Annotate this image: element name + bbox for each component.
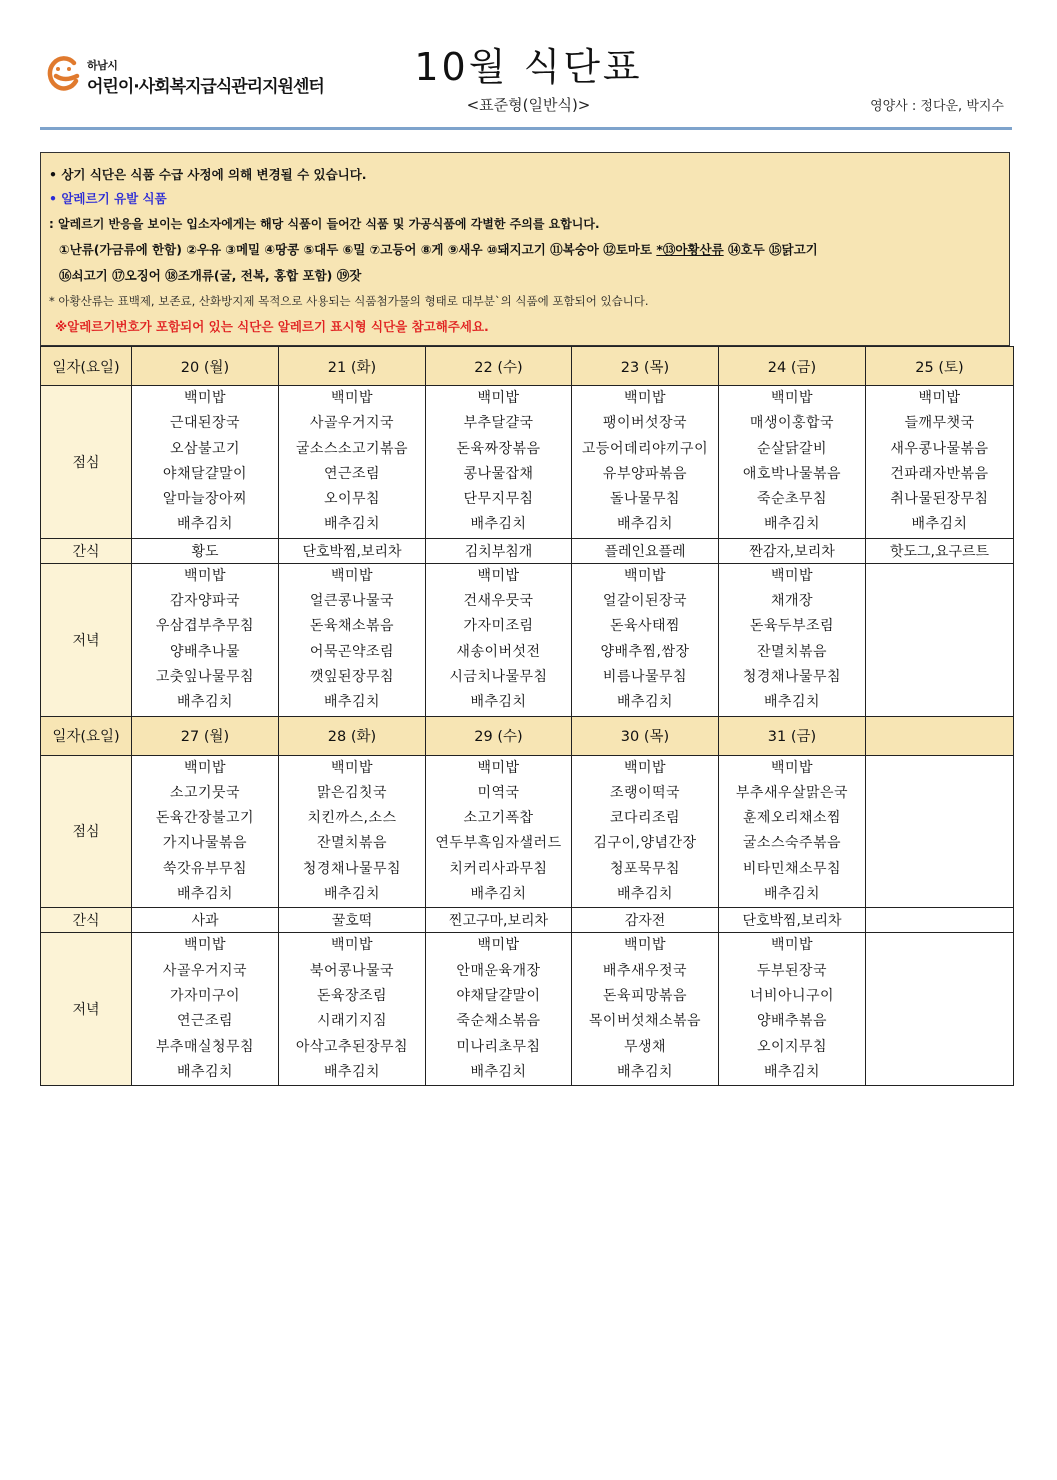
menu-dish: 배추김치	[763, 1063, 821, 1080]
allergen-sulfite: *⑬아황산류	[656, 242, 724, 257]
menu-dish: 순살닭갈비	[756, 440, 828, 457]
snack-label: 간식	[41, 538, 132, 563]
menu-dish: 가지나물볶음	[162, 835, 248, 852]
menu-dish: 백미밥	[477, 759, 520, 776]
menu-dish: 비타민채소무침	[742, 860, 842, 877]
snack-cell: 꿀호떡	[279, 908, 426, 933]
menu-dish: 유부양파볶음	[602, 465, 688, 482]
dinner-cell	[572, 933, 719, 1086]
notice-change-line: • 상기 식단은 식품 수급 사정에 의해 변경될 수 있습니다.	[49, 167, 367, 182]
lunch-cell	[866, 386, 1014, 539]
lunch-cell	[132, 755, 279, 908]
menu-dish: 목이버섯채소볶음	[588, 1013, 702, 1030]
menu-dish: 고등어데리야끼구이	[581, 440, 709, 457]
lunch-cell	[279, 386, 426, 539]
menu-dish: 잔멸치볶음	[756, 643, 828, 660]
menu-dish: 오이무침	[323, 491, 381, 508]
lunch-row	[41, 755, 1014, 908]
menu-dish: 배추김치	[323, 516, 381, 533]
menu-dish: 치킨까스,소스	[307, 810, 397, 827]
menu-dish: 백미밥	[770, 759, 814, 776]
menu-dish: 단무지무침	[463, 491, 534, 508]
menu-dish: 백미밥	[330, 567, 374, 584]
menu-dish: 소고기뭇국	[169, 784, 241, 801]
menu-dish: 얼큰콩나물국	[309, 593, 395, 610]
menu-dish: 배추김치	[323, 1063, 381, 1080]
menu-dish: 백미밥	[477, 567, 520, 584]
menu-dish: 무생채	[623, 1038, 667, 1055]
page-title: 10월 식단표	[414, 45, 643, 89]
menu-dish: 안매운육개장	[456, 962, 541, 979]
menu-dish: 취나물된장무침	[890, 491, 989, 508]
menu-dish: 감자양파국	[169, 593, 241, 610]
menu-dish: 배추김치	[176, 516, 234, 533]
page-subtitle: <표준형(일반식)>	[466, 96, 591, 114]
snack-cell: 단호박찜,보리차	[719, 908, 866, 933]
snack-cell: 찐고구마,보리차	[426, 908, 572, 933]
snack-cell: 감자전	[572, 908, 719, 933]
menu-dish: 고춧잎나물무침	[155, 668, 255, 685]
day-header: 28 (화)	[279, 716, 426, 755]
menu-dish: 시래기지짐	[316, 1013, 388, 1030]
menu-dish: 청경채나물무침	[302, 860, 402, 877]
lunch-label: 점심	[41, 755, 132, 908]
day-header: 30 (목)	[572, 716, 719, 755]
menu-dish: 사골우거지국	[162, 962, 248, 979]
menu-dish: 백미밥	[183, 390, 227, 406]
dinner-cell	[132, 563, 279, 716]
menu-dish: 알마늘장아찌	[162, 491, 248, 508]
menu-dish: 백미밥	[623, 390, 667, 406]
menu-dish: 배추김치	[616, 886, 674, 903]
menu-dish: 배추김치	[470, 886, 527, 903]
menu-dish: 맑은김칫국	[316, 784, 388, 801]
menu-dish: 돈육사태찜	[609, 618, 681, 635]
menu-dish: 양배추나물	[169, 643, 241, 660]
lunch-cell	[572, 386, 719, 539]
menu-dish: 콩나물잡채	[463, 465, 534, 482]
notice-box	[40, 152, 1010, 346]
menu-dish: 배추김치	[763, 694, 821, 711]
menu-dish: 북어콩나물국	[309, 962, 395, 979]
menu-dish: 김구이,양념간장	[593, 835, 697, 852]
menu-dish: 새송이버섯전	[456, 643, 541, 660]
menu-dish: 비름나물무침	[602, 668, 688, 685]
menu-dish: 배추김치	[323, 694, 381, 711]
sulfite-note: * 아황산류는 표백제, 보존료, 산화방지제 목적으로 사용되는 식품첨가물의 형태로 대부분`의 식품에 포함되어 있습니다.	[49, 294, 649, 308]
dinner-label: 저녁	[41, 933, 132, 1086]
menu-dish: 채개장	[770, 593, 814, 610]
menu-dish: 돈육짜장볶음	[456, 440, 541, 457]
allergen-list-line-1	[59, 240, 818, 258]
menu-dish: 부추달걀국	[463, 415, 534, 432]
menu-dish: 백미밥	[770, 937, 814, 954]
menu-dish: 깻잎된장무침	[309, 668, 395, 685]
menu-dish: 가자미조림	[463, 618, 534, 635]
logo-city: 하남시	[87, 59, 118, 72]
menu-dish: 배추김치	[616, 694, 674, 711]
day-header: 27 (월)	[132, 716, 279, 755]
snack-cell: 단호박찜,보리차	[279, 538, 426, 563]
day-header: 22 (수)	[426, 347, 572, 386]
dinner-label: 저녁	[41, 563, 132, 716]
dinner-cell	[719, 563, 866, 716]
snack-cell: 짠감자,보리차	[719, 538, 866, 563]
snack-row	[41, 538, 1014, 563]
lunch-cell	[572, 755, 719, 908]
menu-dish: 백미밥	[477, 390, 520, 406]
menu-dish: 백미밥	[623, 567, 667, 584]
allergen-list-line-2: ⑯쇠고기 ⑰오징어 ⑱조개류(굴, 전복, 홍합 포함) ⑲잣	[59, 268, 362, 283]
menu-dish: 돈육간장불고기	[155, 810, 255, 827]
menu-dish: 돈육장조림	[316, 987, 388, 1004]
lunch-label: 점심	[41, 386, 132, 539]
allergen-list-a: ①난류(가금류에 한함) ②우유 ③메밀 ④땅콩 ⑤대두 ⑥밀 ⑦고등어 ⑧게 ⑨새우 ⑩돼지고기 ⑪복숭아 ⑫토마토	[59, 242, 657, 257]
menu-dish: 돈육두부조림	[749, 618, 835, 635]
menu-dish: 미나리초무침	[456, 1038, 541, 1055]
lunch-cell	[132, 386, 279, 539]
menu-dish: 죽순초무침	[756, 491, 828, 508]
menu-dish: 쑥갓유부무침	[162, 860, 248, 877]
notice-allergen-caution-text: : 알레르기 반응을 보이는 입소자에게는 해당 식품이 들어간 식품 및 가공식품에 각별한 주의를 요합니다.	[49, 217, 600, 231]
menu-dish: 백미밥	[183, 567, 227, 584]
menu-dish: 가자미구이	[169, 987, 241, 1004]
menu-dish: 굴소스소고기볶음	[295, 440, 409, 457]
day-header	[866, 716, 1014, 755]
snack-cell: 플레인요플레	[572, 538, 719, 563]
date-header-row	[41, 716, 1014, 755]
menu-dish: 야채달걀말이	[162, 465, 248, 482]
menu-dish: 돈육채소볶음	[309, 618, 395, 635]
menu-dish: 코다리조림	[609, 810, 681, 827]
day-header: 23 (목)	[572, 347, 719, 386]
menu-dish: 근대된장국	[169, 415, 241, 432]
menu-dish: 시금치나물무침	[449, 668, 548, 685]
menu-dish: 훈제오리채소찜	[742, 810, 842, 827]
snack-cell: 핫도그,요구르트	[866, 538, 1014, 563]
menu-dish: 연근조림	[176, 1013, 234, 1030]
menu-dish: 어묵곤약조림	[309, 643, 395, 660]
menu-dish: 건파래자반볶음	[890, 465, 989, 482]
dinner-cell	[279, 933, 426, 1086]
lunch-cell	[279, 755, 426, 908]
lunch-cell	[866, 755, 1014, 908]
menu-dish: 청포묵무침	[609, 860, 681, 877]
day-header: 21 (화)	[279, 347, 426, 386]
menu-dish: 배추김치	[763, 516, 821, 533]
menu-dish: 매생이홍합국	[749, 415, 835, 432]
header-divider	[40, 127, 1012, 130]
menu-dish: 들깨무챗국	[904, 415, 975, 432]
menu-dish: 배추새우젓국	[602, 962, 688, 979]
dinner-cell	[866, 563, 1014, 716]
menu-dish: 백미밥	[477, 937, 520, 954]
menu-dish: 조랭이떡국	[609, 784, 681, 801]
menu-dish: 돌나물무침	[609, 491, 681, 508]
menu-dish: 사골우거지국	[309, 415, 395, 432]
snack-label: 간식	[41, 908, 132, 933]
menu-dish: 연두부흑임자샐러드	[435, 835, 562, 852]
menu-dish: 아삭고추된장무침	[295, 1038, 409, 1055]
dinner-row	[41, 563, 1014, 716]
menu-dish: 백미밥	[330, 390, 374, 406]
snack-cell	[866, 908, 1014, 933]
menu-dish: 부추새우살맑은국	[735, 784, 849, 801]
menu-dish: 죽순채소볶음	[456, 1013, 541, 1030]
dinner-cell	[719, 933, 866, 1086]
menu-dish: 오이지무침	[756, 1038, 828, 1055]
menu-dish: 백미밥	[770, 390, 814, 406]
menu-dish: 백미밥	[918, 390, 961, 406]
menu-dish: 너비아니구이	[749, 987, 835, 1004]
menu-dish: 배추김치	[763, 886, 821, 903]
menu-dish: 백미밥	[770, 567, 814, 584]
lunch-row	[41, 386, 1014, 539]
day-header: 25 (토)	[866, 347, 1014, 386]
menu-dish: 굴소스숙주볶음	[742, 835, 842, 852]
snack-cell: 사과	[132, 908, 279, 933]
menu-dish: 미역국	[477, 784, 520, 801]
menu-dish: 백미밥	[623, 759, 667, 776]
dinner-cell	[426, 933, 572, 1086]
snack-cell: 황도	[132, 538, 279, 563]
menu-dish: 배추김치	[323, 886, 381, 903]
dinner-cell	[279, 563, 426, 716]
dinner-cell	[572, 563, 719, 716]
allergen-list-c: ⑭호두 ⑮닭고기	[723, 242, 818, 257]
menu-dish: 소고기폭찹	[463, 810, 534, 827]
dinner-cell	[866, 933, 1014, 1086]
menu-dish: 우삼겹부추무침	[155, 618, 255, 635]
menu-dish: 돈육피망볶음	[602, 987, 688, 1004]
snack-cell: 김치부침개	[426, 538, 572, 563]
menu-dish: 배추김치	[616, 1063, 674, 1080]
dinner-cell	[132, 933, 279, 1086]
day-header: 20 (월)	[132, 347, 279, 386]
notice-allergen-heading: • 알레르기 유발 식품	[49, 191, 167, 206]
snack-row	[41, 908, 1014, 933]
menu-dish: 배추김치	[470, 694, 527, 711]
menu-dish: 배추김치	[470, 1063, 527, 1080]
menu-dish: 백미밥	[330, 759, 374, 776]
menu-dish: 건새우뭇국	[463, 593, 534, 610]
menu-dish: 배추김치	[911, 516, 968, 533]
menu-dish: 얼갈이된장국	[602, 593, 688, 610]
menu-table	[40, 346, 1014, 1086]
menu-dish: 백미밥	[330, 937, 374, 954]
menu-dish: 잔멸치볶음	[316, 835, 388, 852]
menu-dish: 배추김치	[176, 1063, 234, 1080]
menu-dish: 배추김치	[176, 886, 234, 903]
menu-dish: 배추김치	[470, 516, 527, 533]
dinner-cell	[426, 563, 572, 716]
nutritionist-credit: 영양사 : 정다운, 박지수	[870, 99, 1004, 114]
date-label: 일자(요일)	[41, 347, 132, 386]
menu-dish: 양배추볶음	[756, 1013, 828, 1030]
menu-dish: 부추매실청무침	[155, 1038, 255, 1055]
lunch-cell	[426, 755, 572, 908]
menu-dish: 백미밥	[183, 759, 227, 776]
lunch-cell	[719, 386, 866, 539]
date-header-row	[41, 347, 1014, 386]
menu-dish: 백미밥	[183, 937, 227, 954]
menu-dish: 치커리사과무침	[449, 860, 548, 877]
allergen-warning: ※알레르기번호가 포함되어 있는 식단은 알레르기 표시형 식단을 참고해주세요.	[55, 319, 489, 334]
menu-dish: 새우콩나물볶음	[890, 440, 989, 457]
day-header: 24 (금)	[719, 347, 866, 386]
day-header: 31 (금)	[719, 716, 866, 755]
logo-center-name: 어린이·사회복지급식관리지원센터	[87, 77, 324, 97]
menu-dish: 양배추찜,쌈장	[600, 643, 690, 660]
menu-dish: 청경채나물무침	[742, 668, 842, 685]
notice-allergen-caution	[49, 215, 600, 232]
day-header: 29 (수)	[426, 716, 572, 755]
menu-dish: 야채달걀말이	[456, 987, 541, 1004]
menu-dish: 오삼불고기	[169, 440, 241, 457]
menu-dish: 배추김치	[176, 694, 234, 711]
lunch-cell	[719, 755, 866, 908]
menu-dish: 두부된장국	[756, 962, 828, 979]
menu-dish: 팽이버섯장국	[602, 415, 688, 432]
menu-dish: 애호박나물볶음	[742, 465, 842, 482]
date-label: 일자(요일)	[41, 716, 132, 755]
menu-dish: 배추김치	[616, 516, 674, 533]
dinner-row	[41, 933, 1014, 1086]
lunch-cell	[426, 386, 572, 539]
menu-dish: 백미밥	[623, 937, 667, 954]
menu-dish: 연근조림	[323, 465, 381, 482]
